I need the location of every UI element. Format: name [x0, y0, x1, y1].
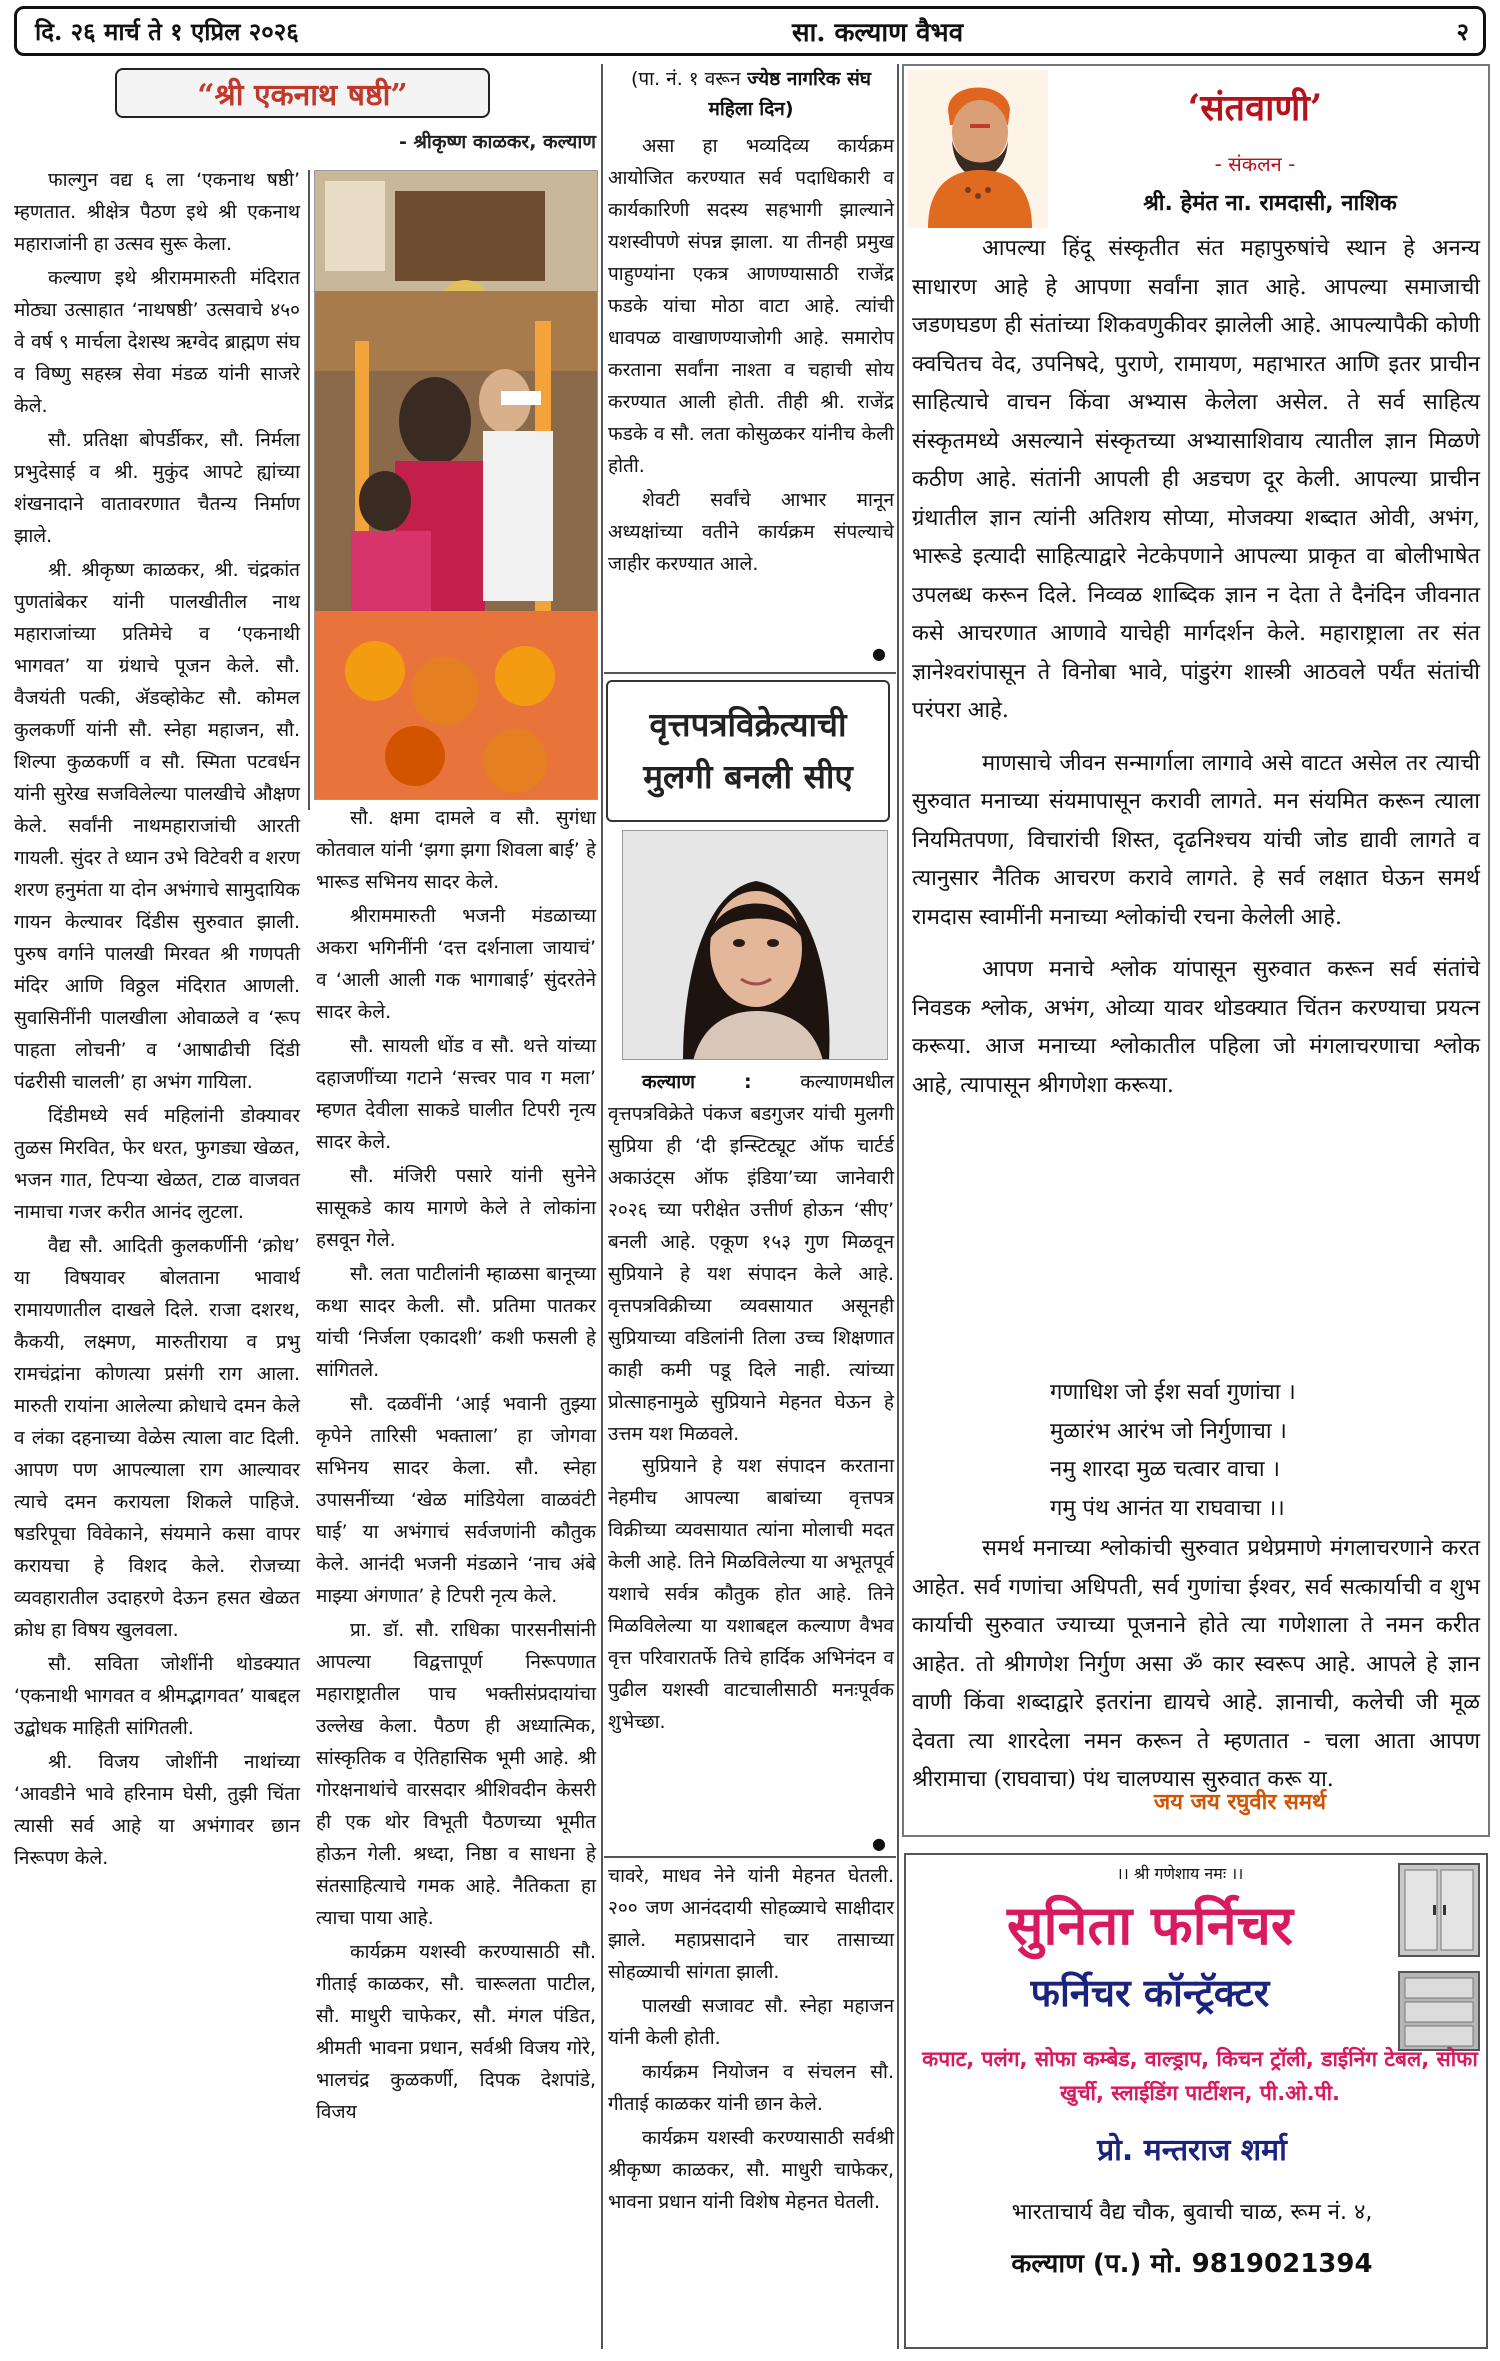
- ad-address: भारताचार्य वैद्य चौक, बुवाची चाळ, रूम नं. ४,: [1011, 2200, 1373, 2225]
- ad-contact: [912, 2244, 1472, 2280]
- eknath-article-title: [115, 68, 490, 118]
- paragraph: प्रा. डॉ. सौ. राधिका पारसनीसांनी आपल्या विद्वत्तापूर्ण निरूपणात महाराष्ट्रातील पाच भक्तीसंप्रदायांचा उल्लेख केला. पैठण ही अध्यात्मिक, सांस्कृतिक व ऐतिहासिक भूमी आहे. श्री गोरक्षनाथांचे वारसदार श्रीशिवदीन केसरी ही एक थोर विभूती पैठणच्या भूमीत होऊन गेली. श्रध्दा, निष्ठा व साधना हे संतसाहित्याचे गमक आहे. नैतिकता हा त्याचा पाया आहे.: [316, 1619, 596, 1929]
- ad-subtitle: फर्निचर कॉन्ट्रॅक्टर: [1030, 1971, 1270, 2015]
- cupboard-icon: [1395, 1860, 1483, 1960]
- section-divider: [604, 672, 896, 674]
- paragraph: कार्यक्रम यशस्वी करण्यासाठी सौ. गीताई काळकर, सौ. चारूलता पाटील, सौ. माधुरी चाफेकर, सौ. मंगल पंडित, श्रीमती भावना प्रधान, सर्वश्री विजय गोरे, भालचंद्र कुळकर्णी, दिपक देशपांडे, विजय: [316, 1941, 596, 2123]
- eknath-column-c: [608, 1860, 894, 2220]
- santvani-title: ‘संतवाणी’: [1187, 87, 1323, 129]
- paragraph: वैद्य सौ. आदिती कुलकर्णीनी ‘क्रोध’ या विषयावर बोलताना भावार्थ रामायणातील दाखले दिले. राजा दशरथ, कैकयी, लक्ष्मण, मारुतीराया व प्रभु रामचंद्रांना कोणत्या प्रसंगी राग आला. मारुती रायांना आलेल्या क्रोधाचे दमन केले व लंका दहनाच्या वेळेस त्याला वाट दिली. आपण पण आपल्याला राग आल्यावर त्याचे दमन करायला शिकले पाहिजे. षडरिपूचा विवेकाने, संयमाने कसा वापर करायचा हे विशद केले. रोजच्या व्यवहारातील उदाहरणे देऊन हसत खेळत क्रोध हा विषय खुलवला.: [14, 1235, 300, 1641]
- paragraph: सौ. लता पाटीलांनी म्हाळसा बानूच्या कथा सादर केली. सौ. प्रतिमा पातकर यांची ‘निर्जला एकादशी’ कशी फसली हे सांगितले.: [316, 1263, 596, 1381]
- dateline: कल्याण :: [642, 1071, 752, 1093]
- paragraph: सुप्रियाने हे यश संपादन करताना नेहमीच आपल्या बाबांच्या वृत्तपत्र विक्रीच्या व्यवसायात त्यांना मोलाची मदत केली आहे. तिने मिळविलेल्या या अभूतपूर्व यशाचे सर्वत्र कौतुक होत आहे. तिने मिळविलेल्या या यशाबद्दल कल्याण वैभव वृत्त परिवारातर्फे तिचे हार्दिक अभिनंदन व पुढील यशस्वी वाटचालीसाठी मनःपूर्वक शुभेच्छा.: [608, 1455, 894, 1733]
- jyeshtha-headline: ज्येष्ठ नागरिक संघ महिला दिन): [708, 68, 872, 120]
- paragraph: सौ. सविता जोशींनी थोडक्यात ‘एकनाथी भागवत व श्रीमद्भागवत’ याबद्दल उद्बोधक माहिती सांगितली.: [14, 1653, 300, 1739]
- paragraph: शेवटी सर्वांचे आभार मानून अध्यक्षांच्या वतीने कार्यक्रम संपल्याचे जाहीर करण्यात आले.: [608, 489, 894, 575]
- ca-article-body: [608, 1066, 894, 1738]
- paragraph: श्री. विजय जोशींनी नाथांच्या ‘आवडीने भावे हरिनाम घेसी, तुझी चिंता त्यासी सर्व आहे या अभंगावर छान निरूपण केले.: [14, 1751, 300, 1869]
- paragraph: सौ. सायली धोंड व सौ. थत्ते यांच्या दहाजणींच्या गटाने ‘सत्त्वर पाव ग मला’ म्हणत देवीला साकडे घालीत टिपरी नृत्य सादर केले.: [316, 1035, 596, 1153]
- article-end-mark: ●: [872, 1834, 886, 1853]
- paragraph: पालखी सजावट सौ. स्नेहा महाजन यांनी केली होती.: [608, 1995, 894, 2049]
- paragraph: असा हा भव्यदिव्य कार्यक्रम आयोजित करण्यात सर्व पदाधिकारी व कार्यकारिणी सदस्य सहभागी झाल्याने यशस्वीपणे संपन्न झाला. या तीनही प्रमुख पाहुण्यांना एकत्र आणण्यासाठी राजेंद्र फडके यांचा मोठा वाटा आहे. त्यांची धावपळ वाखाणण्याजोगी आहे. समारोप करताना सर्वांना नाश्ता व चहाची सोय करण्यात आली होती. तीही श्री. राजेंद्र फडके व सौ. लता कोसुळकर यांनीच केली होती.: [608, 135, 894, 477]
- paragraph: सौ. प्रतिक्षा बोपर्डीकर, सौ. निर्मला प्रभुदेसाई व श्री. मुकुंद आपटे ह्यांच्या शंखनादाने वातावरणात चैतन्य निर्माण झाले.: [14, 429, 300, 547]
- paragraph: माणसाचे जीवन सन्मार्गाला लागावे असे वाटत असेल तर त्याची सुरुवात मनाच्या संयमापासून करावी लागते. मन संयमित करून त्याला नियमितपणा, विचारांची शिस्त, दृढनिश्चय यांची जोड द्यावी लागते व त्यानुसार नैतिक आचरण करावे लागते. हे सर्व लक्षात घेऊन समर्थ रामदास स्वामींनी मनाच्या श्लोकांची रचना केलेली आहे.: [912, 750, 1480, 930]
- paragraph: आपण मनाचे श्लोक यांपासून सुरुवात करून सर्व संतांचे निवडक श्लोक, अभंग, ओव्या यावर थोडक्यात चिंतन करण्याचा प्रयत्न करूया. आज मनाच्या श्लोकातील पहिला जो मंगलाचरणाचा श्लोक आहे, त्यापासून श्रीगणेशा करूया.: [912, 957, 1480, 1098]
- shloka: [1050, 1374, 1480, 1528]
- page-number: २: [1456, 16, 1469, 46]
- headline-line: मुलगी बनली सीए: [643, 757, 853, 796]
- santvani-signoff: जय जय रघुवीर समर्थ: [1153, 1790, 1327, 1815]
- headline-line: वृत्तपत्रविक्रेत्याची: [649, 705, 847, 744]
- column-divider: [601, 64, 603, 2349]
- shloka-line: गणाधिश जो ईश सर्वा गुणांचा ।: [1050, 1380, 1296, 1405]
- shloka-line: मुळारंभ आरंभ जो निर्गुणाचा ।: [1050, 1418, 1287, 1444]
- shloka-line: नमु शारदा मुळ चत्वार वाचा ।: [1050, 1457, 1280, 1482]
- paragraph: समर्थ मनाच्या श्लोकांची सुरुवात प्रथेप्रमाणे मंगलाचरणाने करत आहेत. सर्व गणांचा अधिपती, सर्व गुणांचा ईश्वर, सर्व सत्कार्याची व शुभ कार्याची सुरुवात ज्याच्या पूजनाने होते त्या गणेशाला ते नमन करीत आहेत. तो श्रीगणेश निर्गुण असा ॐ कार स्वरूप आहे. आपले हे ज्ञान वाणी किंवा शब्दाद्वारे इतरांना द्यायचे आहे. ज्ञानाची, कलेची जी मूळ देवता त्या शारदेला नमन करून ते म्हणतात - चला आता आपण श्रीरामाचा (राघवाचा) पंथ चालण्यास सुरुवात करू या.: [912, 1536, 1480, 1792]
- jyeshtha-article-head: [608, 64, 894, 124]
- ad-products: कपाट, पलंग, सोफा कम्बेड, वाल्ड्राप, किचन ट्रॉली, डाईनिंग टेबल, सोफा खुर्ची, स्लाईडिंग पार्टीशन, पी.ओ.पी.: [922, 2047, 1478, 2105]
- santvani-compiled-label: - संकलन -: [1214, 152, 1296, 176]
- santvani-author: श्री. हेमंत ना. रामदासी, नाशिक: [1143, 191, 1397, 216]
- palkhi-worship-photo: [314, 170, 598, 800]
- jyeshtha-article-body: [608, 130, 894, 582]
- paragraph: फाल्गुन वद्य ६ ला ‘एकनाथ षष्ठी’ म्हणतात. श्रीक्षेत्र पैठण इथे श्री एकनाथ महाराजांनी हा उत्सव सुरू केला.: [14, 169, 300, 255]
- ad-city: कल्याण (प.): [1011, 2249, 1142, 2279]
- ad-mobile: 9819021394: [1191, 2249, 1373, 2279]
- eknath-column-a: [14, 164, 300, 1876]
- article-end-mark: ●: [872, 644, 886, 663]
- ca-article-headline: [606, 680, 890, 822]
- paragraph: आपल्या हिंदू संस्कृतीत संत महापुरुषांचे स्थान हे अनन्य साधारण आहे हे आपणा सर्वांना ज्ञात आहे. आपल्या समाजाची जडणघडण ही संतांच्या शिकवणुकीवर झालेली आहे. आपल्यापैकी कोणी क्वचितच वेद, उपनिषदे, पुराणे, रामायण, महाभारत आणि इतर प्राचीन साहित्याचे वाचन किंवा अभ्यास केलेला असेल. ते सर्व साहित्य संस्कृतमध्ये असल्याने संस्कृतच्या अभ्यासाशिवाय त्यातील ज्ञान मिळणे कठीण आहे. संतांनी आपली ही अडचण दूर केली. आपल्या प्राचीन ग्रंथातील ज्ञान त्यांनी अतिशय सोप्या, मोजक्या शब्दात ओवी, अभंग, भारूडे इत्यादी साहित्याद्वारे नेटकेपणाने आपल्या प्राकृत वा बोलीभाषेत उपलब्ध करून दिले. निव्वळ शाब्दिक ज्ञान न देता ते दैनंदिन जीवनात कसे आचरणात आणावे याचेही मार्गदर्शन केले. महाराष्ट्राला तर संत ज्ञानेश्वरांपासून ते विनोबा भावे, पांडुरंग शास्त्री आठवले पर्यंत संतांची परंपरा आहे.: [912, 236, 1480, 723]
- paragraph: कार्यक्रम नियोजन व संचलन सौ. गीताई काळकर यांनी छान केले.: [608, 2061, 894, 2115]
- paragraph: सौ. मंजिरी पसारे यांनी सुनेने सासूकडे काय मागणे केले ते लोकांना हसवून गेले.: [316, 1165, 596, 1251]
- ad-brand: सुनिता फर्निचर: [1007, 1894, 1293, 1957]
- paragraph: कार्यक्रम यशस्वी करण्यासाठी सर्वश्री श्रीकृष्ण काळकर, सौ. माधुरी चाफेकर, भावना प्रधान यांनी विशेष मेहनत घेतली.: [608, 2127, 894, 2213]
- paragraph: सौ. क्षमा दामले व सौ. सुगंधा कोतवाल यांनी ‘झगा झगा शिवला बाई’ हे भारूड सभिनय सादर केले.: [316, 807, 596, 893]
- continued-from: (पा. नं. १ वरून: [630, 68, 741, 90]
- ad-proprietor: प्रो. मन्तराज शर्मा: [1097, 2133, 1287, 2168]
- paragraph: चावरे, माधव नेने यांनी मेहनत घेतली. २०० जण आनंददायी सोहळ्याचे साक्षीदार झाले. महाप्रसादाने चार तासाच्या सोहळ्याची सांगता झाली.: [608, 1865, 894, 1983]
- paragraph: श्रीराममारुती भजनी मंडळाच्या अकरा भगिनींनी ‘दत्त दर्शनाला जायाचं’ व ‘आली आली गक भागाबाई’ सुंदरतेने सादर केले.: [316, 905, 596, 1023]
- eknath-title-text: “श्री एकनाथ षष्ठी”: [197, 77, 408, 113]
- column-divider: [308, 170, 310, 810]
- newspaper-title: सा. कल्याण वैभव: [792, 18, 964, 48]
- column-divider: [897, 64, 899, 2349]
- paragraph: कल्याणमधील वृत्तपत्रविक्रेते पंकज बडगुजर यांची मुलगी सुप्रिया ही ‘दी इन्स्टिट्यूट ऑफ चार्टर्ड अकाउंट्स ऑफ इंडिया’च्या जानेवारी २०२६ च्या परीक्षेत उत्तीर्ण होऊन ‘सीए’ बनली आहे. एकूण १५३ गुण मिळवून सुप्रियाने हे यश संपादन केले आहे. वृत्तपत्रविक्रीच्या व्यवसायात असूनही सुप्रियाच्या वडिलांनी तिला उच्च शिक्षणात काही कमी पडू दिले नाही. त्यांच्या प्रोत्साहनामुळे सुप्रियाने मेहनत घेऊन हे उत्तम यश मिळवले.: [608, 1071, 894, 1445]
- masthead: [14, 6, 1486, 56]
- supriya-portrait-photo: [622, 830, 888, 1060]
- ad-invocation: ।। श्री गणेशाय नमः ।।: [1116, 1864, 1244, 1883]
- paragraph: सौ. दळवींनी ‘आई भवानी तुझ्या कृपेने तारिसी भक्ताला’ हा जोगवा सभिनय सादर केला. सौ. स्नेहा उपासनींच्या ‘खेळ मांडियेला वाळवंटी घाई’ या अभंगाचं सर्वजणांनी कौतुक केले. आनंदी भजनी मंडळाने ‘नाच अंबे माझ्या अंगणात’ हे टिपरी नृत्य केले.: [316, 1393, 596, 1607]
- section-divider: [604, 1856, 896, 1858]
- ad-mobile-label: मो.: [1150, 2249, 1183, 2279]
- paragraph: कल्याण इथे श्रीराममारुती मंदिरात मोठ्या उत्साहात ‘नाथषष्ठी’ उत्सवाचे ४५० वे वर्ष ९ मार्चला देशस्थ ऋग्वेद ब्राह्मण संघ व विष्णु सहस्त्र सेवा मंडळ यांनी साजरे केले.: [14, 267, 300, 417]
- paragraph: श्री. श्रीकृष्ण काळकर, श्री. चंद्रकांत पुणतांबेकर यांनी पालखीतील नाथ महाराजांच्या प्रतिमेचे व ‘एकनाथी भागवत’ या ग्रंथाचे पूजन केले. सौ. वैजयंती पत्की, ॲडव्होकेट सौ. कोमल कुलकर्णी यांनी सौ. स्नेहा महाजन, सौ. शिल्पा कुळकर्णी व सौ. स्मिता पटवर्धन यांनी सुरेख सजविलेल्या पालखीचे औक्षण केले. सर्वांनी नाथमहाराजांची आरती गायली. सुंदर ते ध्यान उभे विटेवरी व शरण शरण हनुमंता या दोन अभंगाचे सामुदायिक गायन केल्यावर दिंडीस सुरुवात झाली. पुरुष वर्गाने पालखी मिरवत श्री गणपती मंदिर आणि विठ्ठल मंदिरात आणली. सुवासिनींनी पालखीला ओवाळले व ‘रूप पाहता लोचनी’ व ‘आषाढीची दिंडी पंढरीसी चालली’ हा अभंग गायिला.: [14, 559, 300, 1093]
- eknath-column-b: [316, 802, 596, 2130]
- eknath-byline: - श्रीकृष्ण काळकर, कल्याण: [398, 131, 596, 153]
- santvani-closing: [912, 1530, 1480, 1814]
- sant-ramdas-portrait: [908, 70, 1048, 228]
- paragraph: दिंडीमध्ये सर्व महिलांनी डोक्यावर तुळस मिरवित, फेर धरत, फुगड्या खेळत, भजन गात, टिपऱ्या खेळत, टाळ वाजवत नामाचा गजर करीत आनंद लुटला.: [14, 1105, 300, 1223]
- issue-date: दि. २६ मार्च ते १ एप्रिल २०२६: [35, 16, 299, 46]
- shloka-line: गमु पंथ आनंत या राघवाचा ।।: [1050, 1495, 1285, 1521]
- santvani-body: [912, 230, 1480, 1119]
